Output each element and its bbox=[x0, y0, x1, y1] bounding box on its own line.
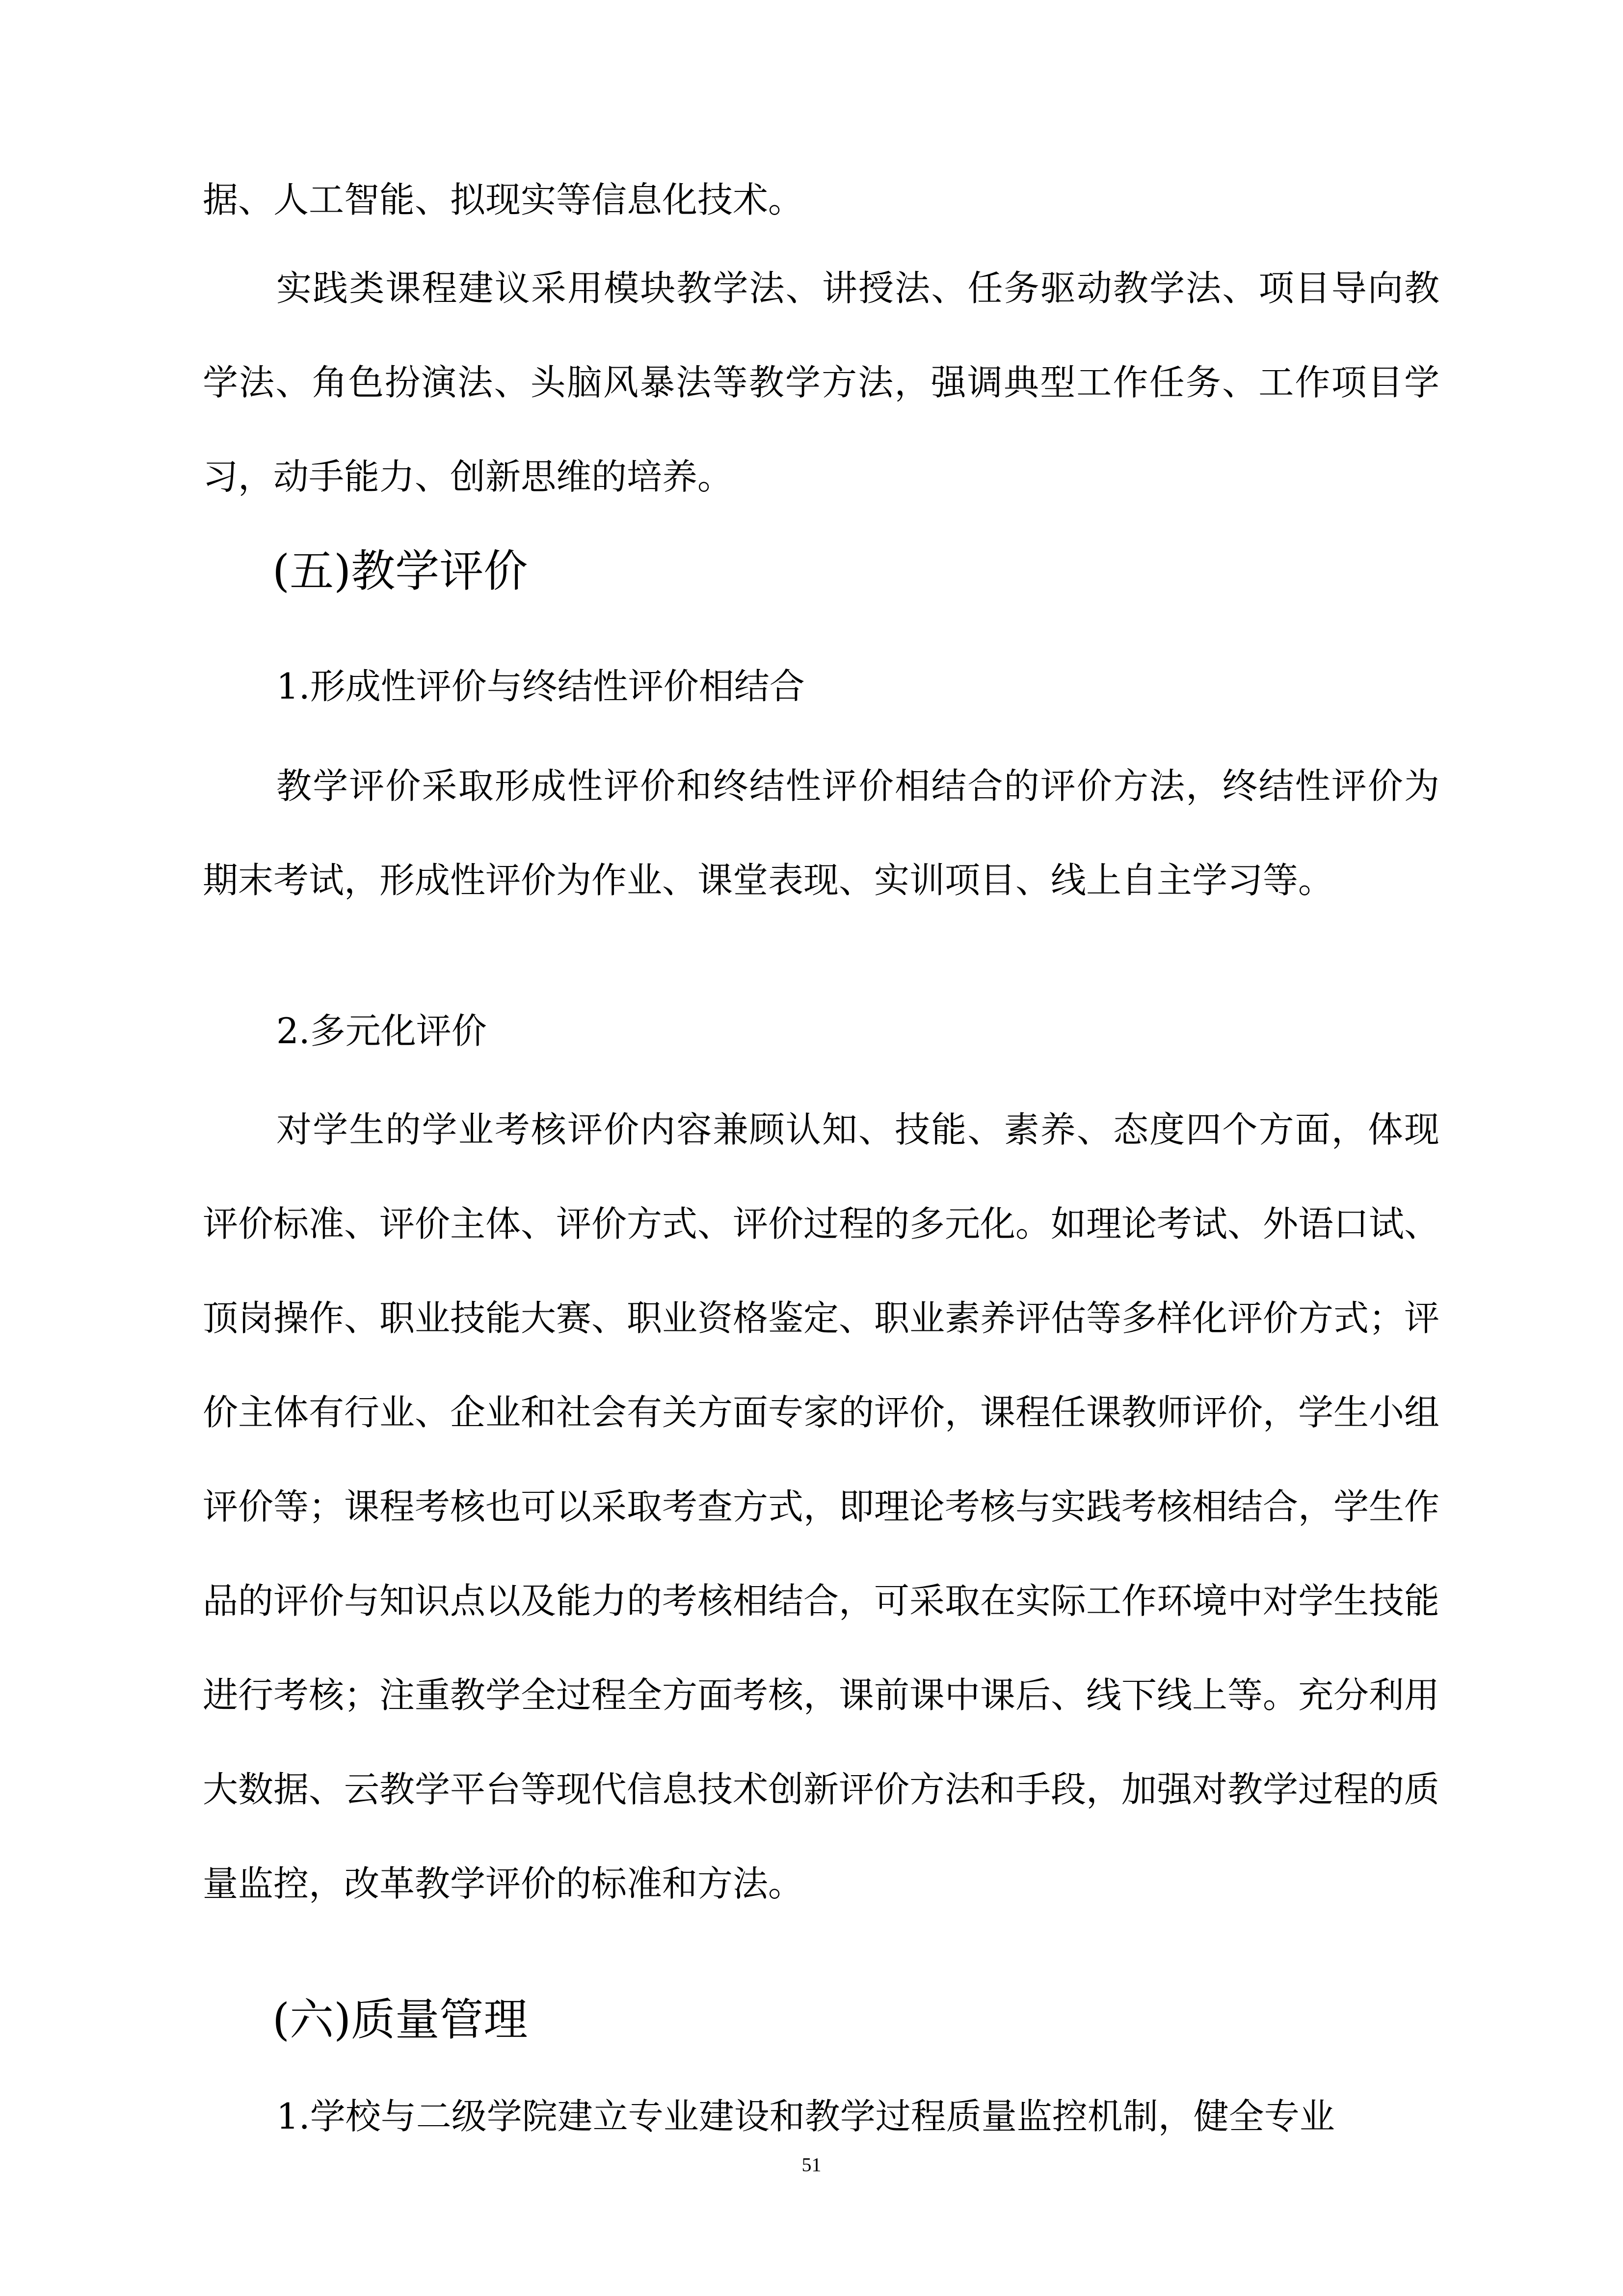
subheading-diversified-evaluation: 2.多元化评价 bbox=[276, 1010, 487, 1052]
paragraph-evaluation-method: 教学评价采取形成性评价和终结性评价相结合的评价方法，终结性评价为期末考试，形成性评价为作业、课堂表现、实训项目、线上自主学习等。 bbox=[203, 765, 1439, 901]
section-heading-quality-management: (六)质量管理 bbox=[272, 1994, 528, 2046]
paragraph-it-tools-continuation: 据、人工智能、拟现实等信息化技术。 bbox=[203, 179, 804, 220]
paragraph-practice-courses: 实践类课程建议采用模块教学法、讲授法、任务驱动教学法、项目导向教学法、角色扮演法、头脑风暴法等教学方法，强调典型工作任务、工作项目学习，动手能力、创新思维的培养。 bbox=[203, 268, 1439, 497]
section-heading-teaching-evaluation: (五)教学评价 bbox=[272, 545, 528, 597]
subheading-formative-summative: 1.形成性评价与终结性评价相结合 bbox=[276, 666, 805, 707]
paragraph-quality-monitoring: 1.学校与二级学院建立专业建设和教学过程质量监控机制，健全专业 bbox=[276, 2096, 1335, 2137]
page-number: 51 bbox=[801, 2154, 822, 2176]
paragraph-diversified-evaluation: 对学生的学业考核评价内容兼顾认知、技能、素养、态度四个方面，体现评价标准、评价主体、评价方式、评价过程的多元化。如理论考试、外语口试、顶岗操作、职业技能大赛、职业资格鉴定、职业素养评估等多样化评价方式；评价主体有行业、企业和社会有关方面专家的评价，课程任课教师评价，学生小组评价等；课程考核也可以采取考查方式，即理论考核与实践考核相结合，学生作品的评价与知识点以及能力的考核相结合，可采取在实际工作环境中对学生技能进行考核；注重教学全过程全方面考核，课前课中课后、线下线上等。充分利用大数据、云教学平台等现代信息技术创新评价方法和手段，加强对教学过程的质量监控，改革教学评价的标准和方法。 bbox=[203, 1109, 1440, 1904]
